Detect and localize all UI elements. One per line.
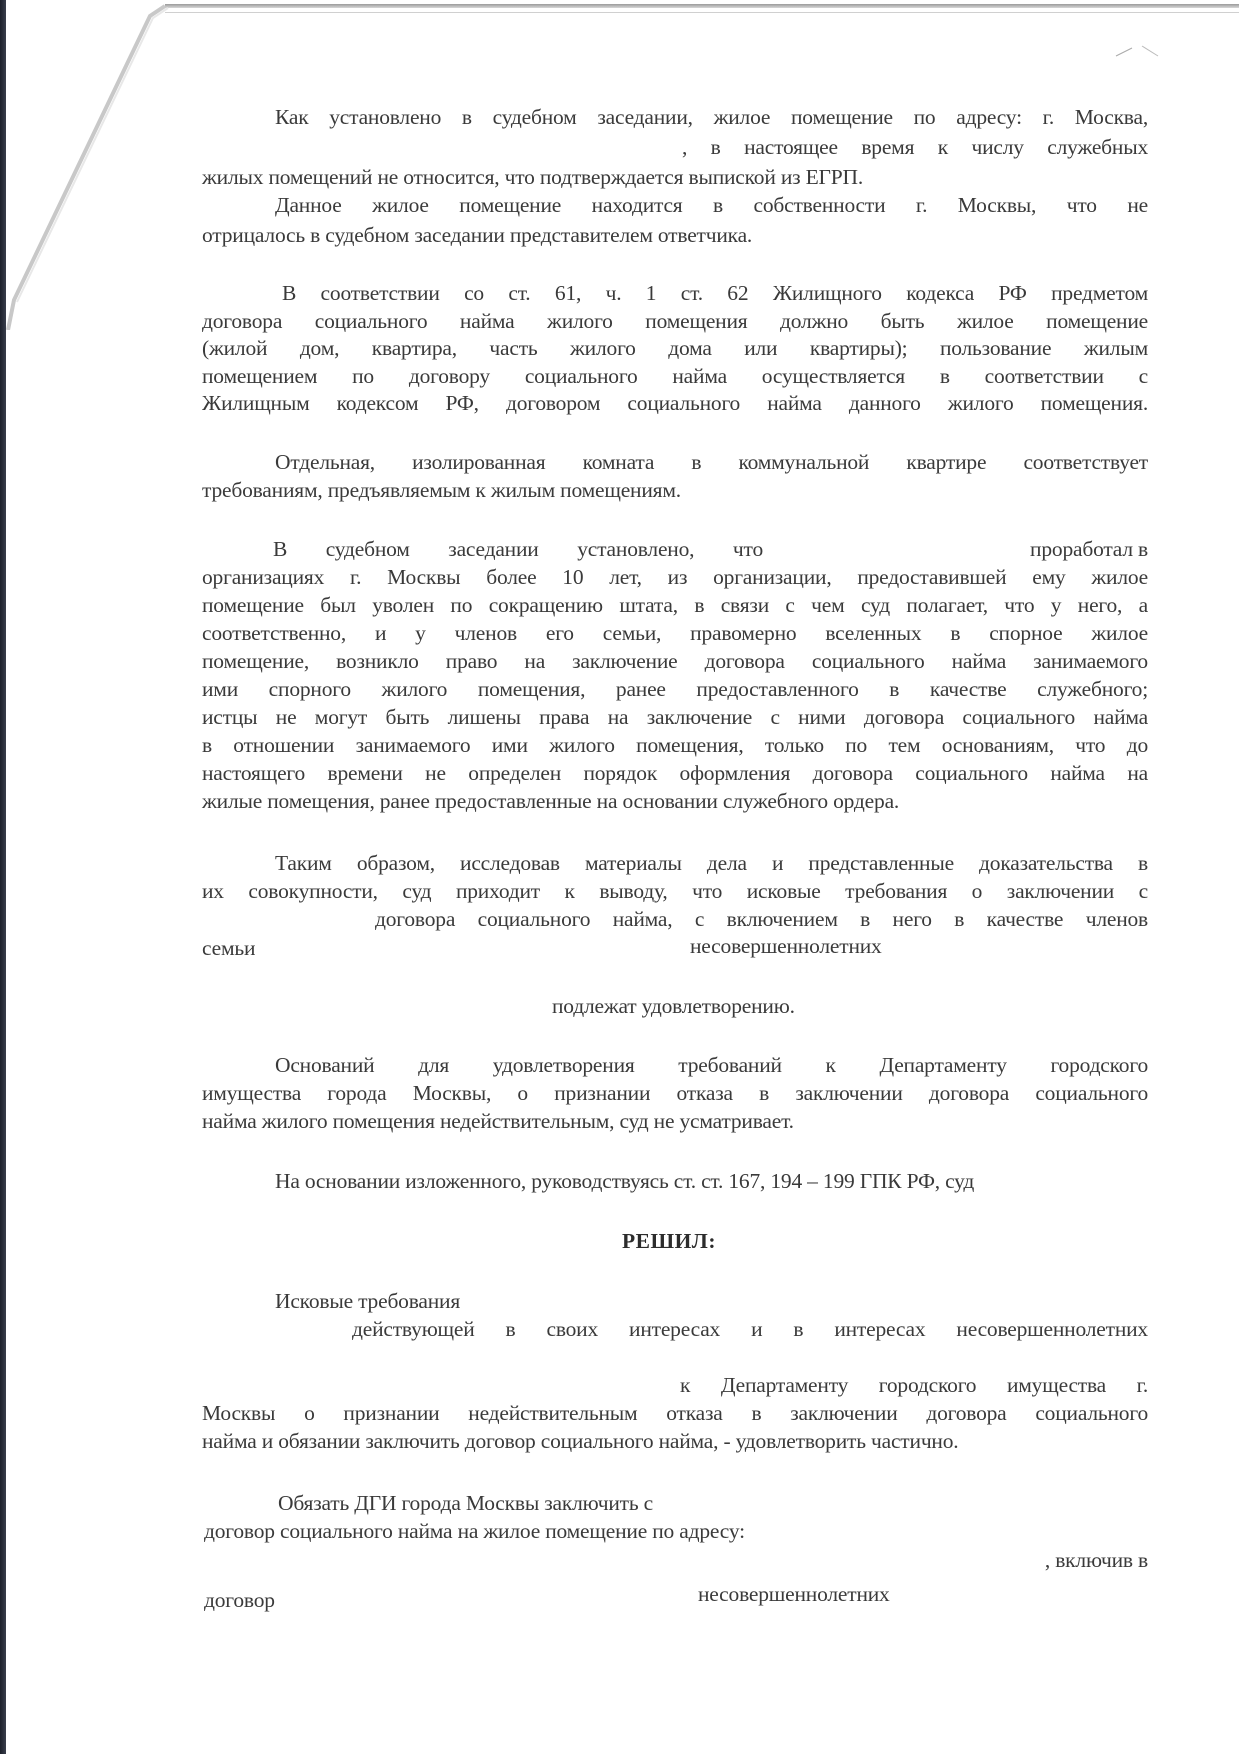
text-line: Исковые требования: [275, 1289, 461, 1313]
text-line: Таким образом, исследовав материалы дела и представленные доказательства в: [275, 851, 1148, 875]
text-line: к Департаменту городского имущества г.: [680, 1373, 1148, 1397]
text-line: организациях г. Москвы более 10 лет, из организации, предоставившей ему жилое: [202, 565, 1148, 589]
text-line: требованиям, предъявляемым к жилым помещениям.: [202, 478, 681, 502]
text-line: несовершеннолетних: [698, 1582, 890, 1606]
text-line: В соответствии со ст. 61, ч. 1 ст. 62 Жилищного кодекса РФ предметом: [282, 281, 1148, 305]
text-line: имущества города Москвы, о признании отказа в заключении договора социального: [202, 1081, 1148, 1105]
text-line: Жилищным кодексом РФ, договором социального найма данного жилого помещения.: [202, 391, 1148, 415]
text-line: их совокупности, суд приходит к выводу, что исковые требования о заключении с: [202, 879, 1148, 903]
text-line: договора социального найма жилого помещения должно быть жилое помещение: [202, 309, 1148, 333]
page-top-edge: [165, 4, 1239, 8]
text-line: , в настоящее время к числу служебных: [682, 135, 1148, 159]
page-top-edge-line: [165, 12, 1239, 13]
text-line: подлежат удовлетворению.: [552, 994, 795, 1018]
text-line: Отдельная, изолированная комната в коммунальной квартире соответствует: [275, 450, 1148, 474]
text-line: договор социального найма на жилое помещение по адресу:: [204, 1519, 745, 1543]
text-line: несовершеннолетних: [690, 934, 882, 958]
text-line: Данное жилое помещение находится в собственности г. Москвы, что не: [275, 193, 1148, 217]
text-line: найма жилого помещения недействительным, суд не усматривает.: [202, 1109, 794, 1133]
text-line: помещением по договору социального найма осуществляется в соответствии с: [202, 364, 1148, 388]
text-line: семьи: [202, 936, 256, 960]
text-line: в отношении занимаемого ими жилого помещения, только по тем основаниям, что до: [202, 733, 1148, 757]
text-line: проработал в: [1030, 537, 1148, 561]
text-line: Оснований для удовлетворения требований к Департаменту городского: [275, 1053, 1148, 1077]
folded-corner-line: [0, 0, 200, 330]
text-line: ими спорного жилого помещения, ранее предоставленного в качестве служебного;: [202, 677, 1148, 701]
text-line: отрицалось в судебном заседании представителем ответчика.: [202, 223, 753, 247]
text-line: настоящего времени не определен порядок оформления договора социального найма на: [202, 761, 1148, 785]
text-line: жилых помещений не относится, что подтверждается выпиской из ЕГРП.: [202, 165, 864, 189]
text-line: Как установлено в судебном заседании, жилое помещение по адресу: г. Москва,: [275, 105, 1148, 129]
text-line: помещение, возникло право на заключение договора социального найма занимаемого: [202, 649, 1148, 673]
text-line: договора социального найма, с включением в него в качестве членов: [375, 907, 1148, 931]
text-line: жилые помещения, ранее предоставленные на основании служебного ордера.: [202, 789, 900, 813]
text-line: Москвы о признании недействительным отказа в заключении договора социального: [202, 1401, 1148, 1425]
text-line: помещение был уволен по сокращению штата, в связи с чем суд полагает, что у него, а: [202, 593, 1148, 617]
text-line: , включив в: [1044, 1548, 1148, 1572]
text-line: соответственно, и у членов его семьи, правомерно вселенных в спорное жилое: [202, 621, 1148, 645]
scan-mark: [1110, 40, 1170, 60]
decision-heading: РЕШИЛ:: [622, 1229, 716, 1253]
text-line: действующей в своих интересах и в интересах несовершеннолетних: [352, 1317, 1148, 1341]
text-line: договор: [204, 1588, 275, 1612]
text-line: (жилой дом, квартира, часть жилого дома или квартиры); пользование жилым: [202, 336, 1148, 360]
text-line: На основании изложенного, руководствуясь ст. ст. 167, 194 – 199 ГПК РФ, суд: [275, 1169, 975, 1193]
text-line: Обязать ДГИ города Москвы заключить с: [278, 1491, 653, 1515]
text-line: В судебном заседании установлено, что: [273, 537, 763, 561]
text-line: истцы не могут быть лишены права на заключение с ними договора социального найма: [202, 705, 1148, 729]
text-line: найма и обязании заключить договор социального найма, - удовлетворить частично.: [202, 1429, 959, 1453]
